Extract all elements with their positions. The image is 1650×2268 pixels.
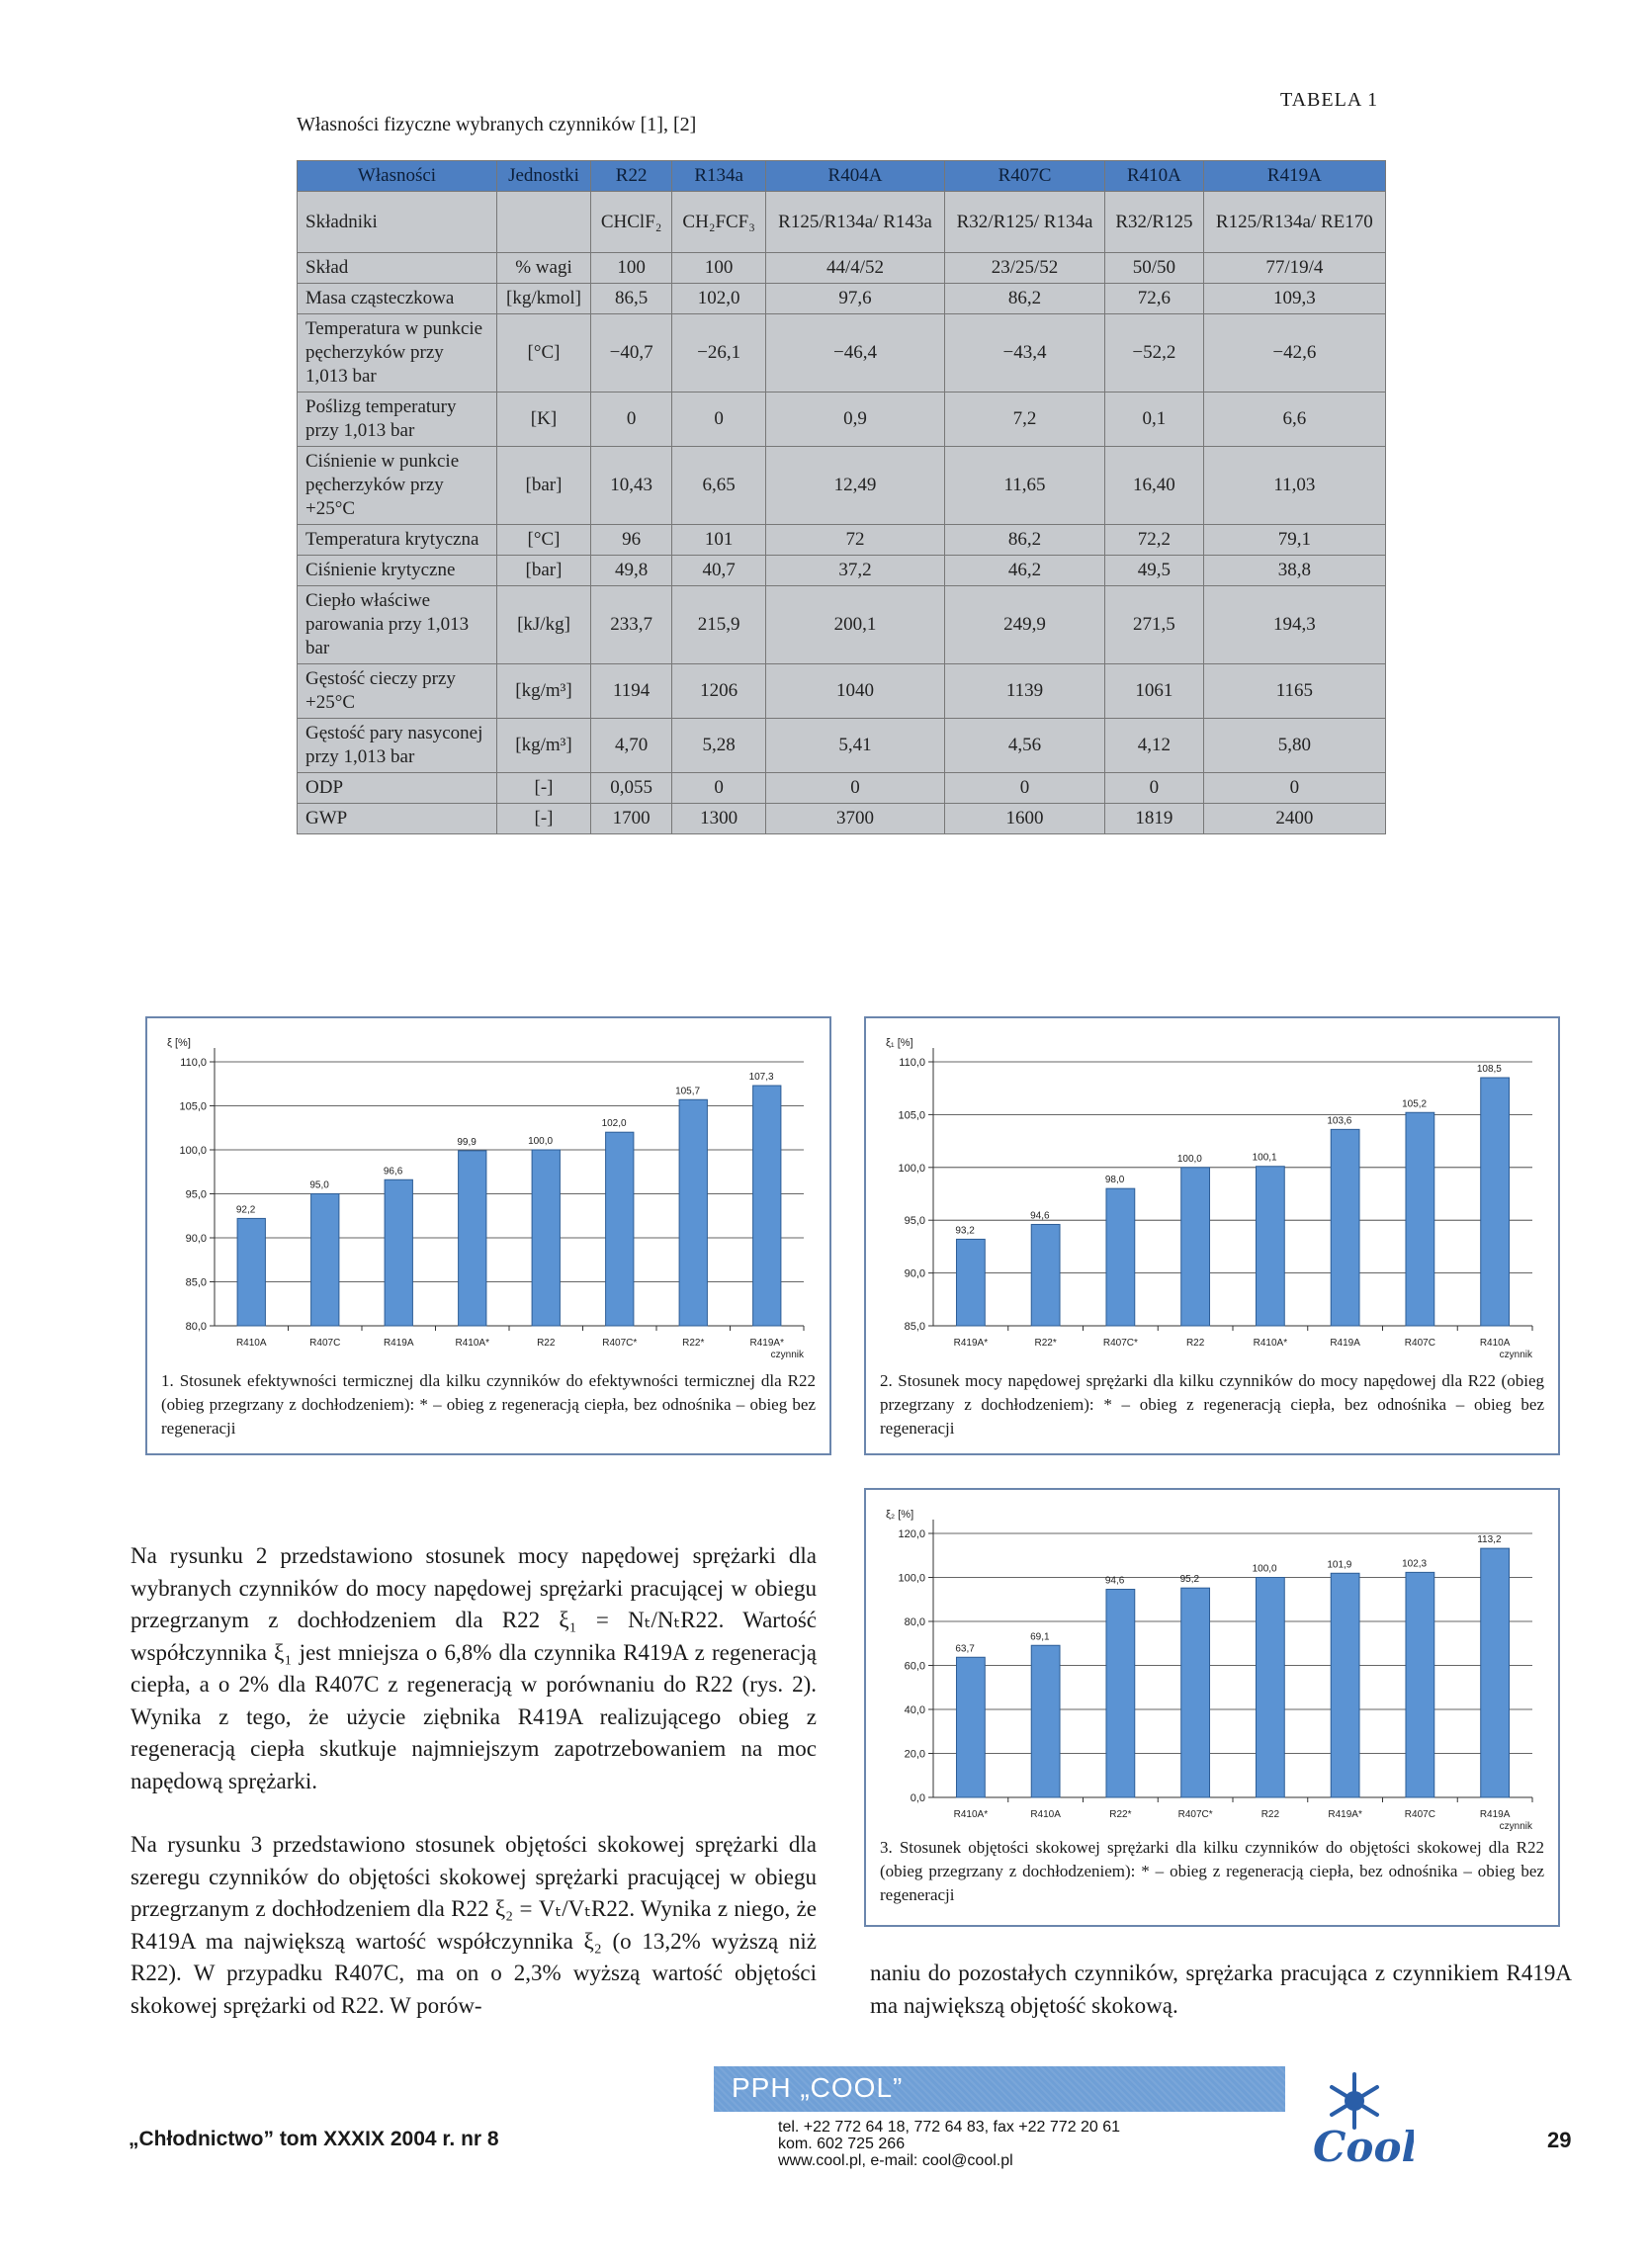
bar [1256, 1167, 1284, 1326]
value-cell: R32/R125/ R134a [944, 192, 1104, 253]
bar-value-label: 98,0 [1104, 1175, 1125, 1186]
x-tick-label: R410A [235, 1338, 267, 1349]
value-cell: 0 [1203, 773, 1385, 804]
logo-text: Cool [1313, 2123, 1414, 2171]
value-cell: −26,1 [672, 314, 766, 393]
value-cell: 1165 [1203, 664, 1385, 719]
value-cell: 86,2 [944, 284, 1104, 314]
unit-cell: [-] [497, 804, 591, 834]
value-cell: 233,7 [591, 586, 672, 664]
chart-2 [880, 1034, 1542, 1365]
paragraph-3: naniu do pozostałych czynników, sprężarka pracująca z czynnikiem R419A ma największą objętość skokową. [870, 1961, 1572, 2018]
value-cell: 11,65 [944, 447, 1104, 525]
table-header-cell: Własności [298, 161, 497, 192]
x-tick-label: R419A* [749, 1338, 784, 1349]
value-cell: R32/R125 [1105, 192, 1204, 253]
y-tick-label: 95,0 [904, 1215, 925, 1228]
table-header-row [298, 161, 1386, 192]
bar [1031, 1224, 1060, 1326]
value-cell: 72 [766, 525, 945, 556]
bar-value-label: 105,7 [675, 1086, 701, 1097]
table-row [298, 586, 1386, 664]
x-tick-label: R419A [1330, 1338, 1360, 1349]
table-header-cell: R404A [766, 161, 945, 192]
x-tick-label: R407C* [1177, 1809, 1213, 1820]
table-row [298, 314, 1386, 393]
bar [1031, 1645, 1060, 1797]
bar-value-label: 107,3 [748, 1072, 774, 1084]
table-row [298, 192, 1386, 253]
figure-1 [145, 1016, 831, 1455]
unit-cell: [kg/m³] [497, 719, 591, 773]
value-cell: 49,5 [1105, 556, 1204, 586]
x-tick-label: R22 [1260, 1809, 1280, 1820]
value-cell: CHClF₂ [591, 192, 672, 253]
table-row [298, 253, 1386, 284]
x-tick-label: R419A [383, 1338, 414, 1349]
bar-value-label: 69,1 [1030, 1631, 1050, 1643]
unit-cell: [°C] [497, 314, 591, 393]
table-header-cell: R410A [1105, 161, 1204, 192]
cool-logo [1295, 2066, 1414, 2175]
value-cell: 0 [766, 773, 945, 804]
bar-value-label: 102,3 [1402, 1558, 1428, 1570]
bar [1181, 1168, 1210, 1326]
table-header-cell: R22 [591, 161, 672, 192]
figure-2-caption: 2. Stosunek mocy napędowej sprężarki dla kilku czynników do mocy napędowej dla R22 (obieg przegrzany z dochłodzeniem): * – obieg z regeneracją ciepła, bez odnośnika – obieg bez regeneracji [880, 1371, 1544, 1438]
value-cell: 1600 [944, 804, 1104, 834]
y-tick-label: 80,0 [904, 1616, 925, 1628]
x-tick-label: R22* [1109, 1809, 1132, 1820]
table-row [298, 719, 1386, 773]
x-tick-label: R22 [537, 1338, 556, 1349]
y-axis-label: ξ [%] [167, 1037, 191, 1049]
x-tick-label: R410A [1479, 1338, 1511, 1349]
value-cell: 0 [591, 393, 672, 447]
value-cell: 102,0 [672, 284, 766, 314]
bar [237, 1218, 265, 1326]
x-tick-label: R410A* [455, 1338, 489, 1349]
bar [956, 1239, 985, 1326]
table-row [298, 664, 1386, 719]
y-axis-label: ξ₁ [%] [886, 1037, 913, 1049]
x-tick-label: R419A* [953, 1338, 989, 1349]
unit-cell: [kg/m³] [497, 664, 591, 719]
value-cell: 38,8 [1203, 556, 1385, 586]
unit-cell: [bar] [497, 556, 591, 586]
property-cell: GWP [298, 804, 497, 834]
value-cell: 77/19/4 [1203, 253, 1385, 284]
value-cell: 1194 [591, 664, 672, 719]
y-tick-label: 90,0 [904, 1267, 925, 1280]
value-cell: 0 [672, 393, 766, 447]
ad-mobile: kom. 602 725 266 [778, 2136, 906, 2152]
value-cell: 1819 [1105, 804, 1204, 834]
table-row [298, 447, 1386, 525]
value-cell: 37,2 [766, 556, 945, 586]
property-cell: Poślizg temperatury przy 1,013 bar [298, 393, 497, 447]
unit-cell [497, 192, 591, 253]
value-cell: 16,40 [1105, 447, 1204, 525]
table-row [298, 393, 1386, 447]
y-axis-label: ξ₂ [%] [886, 1509, 914, 1521]
advertisement [714, 2066, 1285, 2169]
bar-value-label: 113,2 [1477, 1534, 1502, 1546]
bar-value-label: 94,6 [1030, 1210, 1050, 1222]
value-cell: 1040 [766, 664, 945, 719]
y-tick-label: 20,0 [904, 1748, 925, 1761]
property-cell: ODP [298, 773, 497, 804]
value-cell: 10,43 [591, 447, 672, 525]
bar [606, 1132, 634, 1326]
value-cell: 249,9 [944, 586, 1104, 664]
value-cell: 1700 [591, 804, 672, 834]
value-cell: −43,4 [944, 314, 1104, 393]
y-tick-label: 110,0 [180, 1057, 207, 1069]
y-tick-label: 80,0 [185, 1321, 207, 1333]
bar [1481, 1548, 1510, 1797]
unit-cell: [°C] [497, 525, 591, 556]
page-number: 29 [1547, 2128, 1572, 2152]
bar-value-label: 100,0 [528, 1136, 554, 1147]
value-cell: 11,03 [1203, 447, 1385, 525]
bar-value-label: 95,2 [1179, 1574, 1200, 1586]
x-tick-label: R407C [1404, 1338, 1435, 1349]
value-cell: 5,80 [1203, 719, 1385, 773]
property-cell: Skład [298, 253, 497, 284]
x-tick-label: R419A* [1328, 1809, 1362, 1820]
value-cell: 0,9 [766, 393, 945, 447]
bar-value-label: 92,2 [235, 1204, 256, 1216]
ad-phone: tel. +22 772 64 18, 772 64 83, fax +22 772 20 61 [778, 2119, 1121, 2136]
value-cell: 79,1 [1203, 525, 1385, 556]
value-cell: 72,6 [1105, 284, 1204, 314]
value-cell: 86,5 [591, 284, 672, 314]
y-tick-label: 90,0 [185, 1233, 207, 1245]
value-cell: 200,1 [766, 586, 945, 664]
value-cell: −40,7 [591, 314, 672, 393]
bar-value-label: 63,7 [955, 1643, 975, 1655]
y-tick-label: 100,0 [898, 1162, 925, 1175]
x-axis-label: czynnik [770, 1350, 804, 1360]
table-row [298, 284, 1386, 314]
unit-cell: [K] [497, 393, 591, 447]
table-row [298, 525, 1386, 556]
property-cell: Ciśnienie krytyczne [298, 556, 497, 586]
value-cell: 12,49 [766, 447, 945, 525]
bar [1106, 1590, 1135, 1797]
table-header-cell: R407C [944, 161, 1104, 192]
value-cell: 101 [672, 525, 766, 556]
bar-value-label: 108,5 [1476, 1064, 1502, 1076]
y-tick-label: 100,0 [179, 1145, 207, 1157]
bar [753, 1086, 781, 1326]
table-header-cell: R419A [1203, 161, 1385, 192]
bar [1406, 1572, 1434, 1797]
table-row [298, 556, 1386, 586]
unit-cell: [bar] [497, 447, 591, 525]
bar-value-label: 103,6 [1327, 1115, 1352, 1127]
value-cell: 86,2 [944, 525, 1104, 556]
x-tick-label: R410A [1030, 1809, 1061, 1820]
value-cell: 7,2 [944, 393, 1104, 447]
x-tick-label: R22* [682, 1338, 705, 1349]
value-cell: 0,1 [1105, 393, 1204, 447]
x-tick-label: R22* [1034, 1338, 1057, 1349]
bar-value-label: 101,9 [1327, 1559, 1352, 1571]
y-tick-label: 0,0 [910, 1792, 925, 1804]
ad-contacts [778, 2119, 1120, 2169]
paragraph-1: Na rysunku 2 przedstawiono stosunek mocy napędowej sprężarki dla wybranych czynników do mocy napędowej sprężarki pracującej w obiegu przegrzanym z dochłodzeniem dla R22 ξ₁ = Nₜ/NₜR22. Wartość współczynnika ξ₁ jest mniejsza o 6,8% dla czynnika R419A z regeneracją ciepła, a o 2% dla R407C z regeneracją w porównaniu do R22 (rys. 2). Wynika z tego, że użycie ziębnika R419A realizującego obieg z regeneracją ciepła skutkuje najmniejszym zapotrzebowaniem na moc napędową sprężarki. [130, 1543, 817, 1793]
value-cell: −52,2 [1105, 314, 1204, 393]
value-cell: 1061 [1105, 664, 1204, 719]
value-cell: 4,12 [1105, 719, 1204, 773]
figure-1-caption: 1. Stosunek efektywności termicznej dla kilku czynników do efektywności termicznej dla R22 (obieg przegrzany z dochłodzeniem): * – obieg z regeneracją ciepła, bez odnośnika – obieg bez regeneracji [161, 1371, 816, 1438]
property-cell: Temperatura w punkcie pęcherzyków przy 1,013 bar [298, 314, 497, 393]
value-cell: 5,41 [766, 719, 945, 773]
property-cell: Ciepło właściwe parowania przy 1,013 bar [298, 586, 497, 664]
value-cell: R125/R134a/ RE170 [1203, 192, 1385, 253]
value-cell: −42,6 [1203, 314, 1385, 393]
value-cell: −46,4 [766, 314, 945, 393]
figure-2 [864, 1016, 1560, 1455]
property-cell: Gęstość cieczy przy +25°C [298, 664, 497, 719]
value-cell: 97,6 [766, 284, 945, 314]
value-cell: 6,65 [672, 447, 766, 525]
x-tick-label: R410A* [1253, 1338, 1288, 1349]
bar-value-label: 100,1 [1252, 1152, 1277, 1164]
ad-banner [714, 2066, 1285, 2112]
value-cell: 4,56 [944, 719, 1104, 773]
table-caption: Własności fizyczne wybranych czynników [1], [2] [297, 114, 697, 135]
chart-1 [161, 1034, 814, 1365]
x-tick-label: R22 [1185, 1338, 1205, 1349]
value-cell: 3700 [766, 804, 945, 834]
bar [956, 1657, 985, 1797]
bar-value-label: 100,0 [1252, 1563, 1277, 1575]
value-cell: 23/25/52 [944, 253, 1104, 284]
value-cell: 0 [672, 773, 766, 804]
value-cell: 100 [591, 253, 672, 284]
unit-cell: [kJ/kg] [497, 586, 591, 664]
y-tick-label: 60,0 [904, 1660, 925, 1673]
bar-value-label: 99,9 [457, 1136, 477, 1148]
bar [1331, 1129, 1359, 1326]
y-tick-label: 120,0 [898, 1528, 925, 1540]
value-cell: 40,7 [672, 556, 766, 586]
table-header-cell: Jednostki [497, 161, 591, 192]
x-tick-label: R410A* [953, 1809, 989, 1820]
property-cell: Gęstość pary nasyconej przy 1,013 bar [298, 719, 497, 773]
x-tick-label: R419A [1479, 1809, 1511, 1820]
bar-value-label: 96,6 [383, 1166, 403, 1178]
properties-table [297, 160, 1386, 834]
value-cell: 0 [944, 773, 1104, 804]
bar-value-label: 100,0 [1176, 1153, 1202, 1165]
bar-value-label: 95,0 [309, 1179, 329, 1191]
y-tick-label: 100,0 [898, 1572, 925, 1585]
journal-footer: „Chłodnictwo” tom XXXIX 2004 r. nr 8 [129, 2128, 499, 2150]
value-cell: 50/50 [1105, 253, 1204, 284]
table-header-cell: R134a [672, 161, 766, 192]
bar-value-label: 105,2 [1402, 1098, 1428, 1110]
value-cell: 0 [1105, 773, 1204, 804]
bar [1181, 1588, 1210, 1797]
x-axis-label: czynnik [1499, 1821, 1532, 1832]
bar [1106, 1188, 1135, 1326]
x-axis-label: czynnik [1499, 1350, 1532, 1360]
unit-cell: % wagi [497, 253, 591, 284]
x-tick-label: R407C [1404, 1809, 1435, 1820]
property-cell: Masa cząsteczkowa [298, 284, 497, 314]
ad-title: PPH „COOL” [732, 2072, 904, 2103]
snowflake-icon [1295, 2066, 1414, 2175]
bar [385, 1179, 412, 1326]
bar [1406, 1112, 1434, 1326]
value-cell: 49,8 [591, 556, 672, 586]
x-tick-label: R407C* [1102, 1338, 1138, 1349]
value-cell: 6,6 [1203, 393, 1385, 447]
bar [532, 1150, 560, 1326]
y-tick-label: 110,0 [899, 1057, 925, 1069]
value-cell: CH₂FCF₃ [672, 192, 766, 253]
value-cell: 46,2 [944, 556, 1104, 586]
y-tick-label: 105,0 [179, 1100, 207, 1113]
bar [459, 1151, 486, 1326]
value-cell: 5,28 [672, 719, 766, 773]
y-tick-label: 40,0 [904, 1704, 925, 1716]
value-cell: 194,3 [1203, 586, 1385, 664]
value-cell: R125/R134a/ R143a [766, 192, 945, 253]
table-label: TABELA 1 [1280, 89, 1379, 111]
paragraph-2: Na rysunku 3 przedstawiono stosunek objętości skokowej sprężarki dla szeregu czynników do objętości skokowej sprężarki pracującej w obiegu przegrzanym z dochłodzeniem dla R22 ξ₂ = Vₜ/VₜR22. Wynika z niego, że R419A ma największą wartość współczynnika ξ₂ (o 13,2% wyższą niż R22). W przypadku R407C, ma on o 2,3% wyższą wartość objętości skokowej sprężarki od R22. W porów- [130, 1832, 817, 2018]
bar-value-label: 93,2 [955, 1225, 975, 1237]
value-cell: 2400 [1203, 804, 1385, 834]
bar-value-label: 102,0 [601, 1118, 627, 1130]
bar [311, 1194, 339, 1327]
value-cell: 44/4/52 [766, 253, 945, 284]
value-cell: 1206 [672, 664, 766, 719]
x-tick-label: R407C* [602, 1338, 638, 1349]
value-cell: 271,5 [1105, 586, 1204, 664]
property-cell: Ciśnienie w punkcie pęcherzyków przy +25°C [298, 447, 497, 525]
value-cell: 1139 [944, 664, 1104, 719]
property-cell: Temperatura krytyczna [298, 525, 497, 556]
chart-3 [880, 1506, 1542, 1837]
x-tick-label: R407C [309, 1338, 341, 1349]
y-tick-label: 95,0 [185, 1188, 207, 1201]
bar [1331, 1573, 1359, 1797]
value-cell: 109,3 [1203, 284, 1385, 314]
value-cell: 1300 [672, 804, 766, 834]
value-cell: 215,9 [672, 586, 766, 664]
figure-3-caption: 3. Stosunek objętości skokowej sprężarki dla kilku czynników do objętości skokowej dla R22 (obieg przegrzany z dochłodzeniem): * – obieg z regeneracją ciepła, bez odnośnika – obieg bez regeneracji [880, 1838, 1544, 1904]
bar [1481, 1078, 1510, 1326]
bar [679, 1099, 707, 1326]
unit-cell: [-] [497, 773, 591, 804]
table-row [298, 773, 1386, 804]
bar-value-label: 94,6 [1104, 1575, 1125, 1587]
bar [1256, 1578, 1284, 1798]
ad-web: www.cool.pl, e-mail: cool@cool.pl [778, 2152, 1013, 2169]
unit-cell: [kg/kmol] [497, 284, 591, 314]
table-row [298, 804, 1386, 834]
y-tick-label: 85,0 [185, 1276, 207, 1289]
y-tick-label: 105,0 [898, 1109, 925, 1122]
y-tick-label: 85,0 [904, 1321, 925, 1333]
value-cell: 4,70 [591, 719, 672, 773]
value-cell: 72,2 [1105, 525, 1204, 556]
property-cell: Składniki [298, 192, 497, 253]
figure-3 [864, 1488, 1560, 1927]
value-cell: 100 [672, 253, 766, 284]
value-cell: 96 [591, 525, 672, 556]
value-cell: 0,055 [591, 773, 672, 804]
